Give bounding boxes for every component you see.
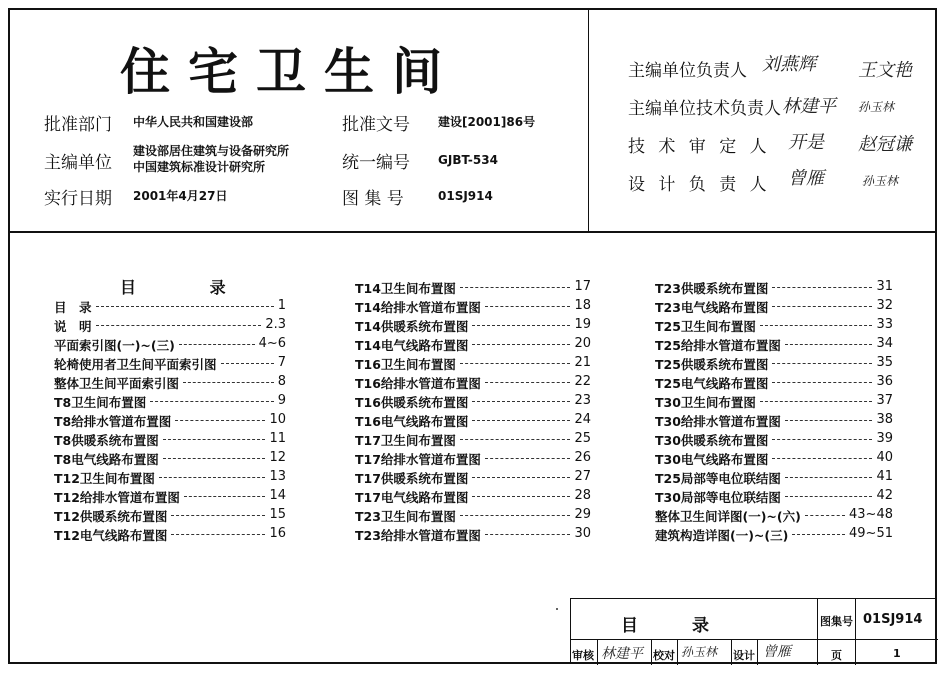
toc-entry[interactable] bbox=[355, 279, 591, 298]
toc-leader bbox=[460, 363, 570, 364]
toc-entry-title: 整体卫生间平面索引图 bbox=[54, 376, 180, 391]
toc-entry-title: T12卫生间布置图 bbox=[54, 471, 155, 486]
unified-no-label: 统一编号 bbox=[342, 153, 410, 173]
toc-entry-page: 23 bbox=[574, 393, 591, 408]
toc-column-2 bbox=[355, 279, 591, 545]
toc-entry-title: T16卫生间布置图 bbox=[355, 357, 456, 372]
design-signature: 曾雁 bbox=[763, 644, 791, 660]
toc-entry[interactable] bbox=[54, 469, 286, 488]
toc-entry-title: T23电气线路布置图 bbox=[655, 300, 769, 315]
toc-leader bbox=[785, 344, 872, 345]
toc-entry-title: T16供暖系统布置图 bbox=[355, 395, 469, 410]
toc-entry-title: T12电气线路布置图 bbox=[54, 528, 168, 543]
toc-leader bbox=[163, 439, 265, 440]
toc-leader bbox=[772, 439, 872, 440]
toc-entry-title: T14供暖系统布置图 bbox=[355, 319, 469, 334]
toc-entry[interactable] bbox=[54, 507, 286, 526]
toc-leader bbox=[460, 287, 570, 288]
toc-leader bbox=[792, 534, 845, 535]
signature-3b: 赵冠谦 bbox=[858, 134, 912, 155]
toc-entry[interactable] bbox=[655, 279, 893, 298]
toc-leader bbox=[485, 458, 570, 459]
toc-entry-title: T8给排水管道布置图 bbox=[54, 414, 172, 429]
toc-entry-page: 12 bbox=[269, 450, 286, 465]
toc-entry[interactable] bbox=[655, 488, 893, 507]
atlas-no-label: 图 集 号 bbox=[342, 189, 404, 209]
toc-entry-title: T25电气线路布置图 bbox=[655, 376, 769, 391]
toc-entry[interactable] bbox=[355, 488, 591, 507]
toc-leader bbox=[171, 515, 265, 516]
toc-leader bbox=[760, 401, 872, 402]
signature-2a: 林建平 bbox=[782, 96, 836, 117]
toc-entry-title: 整体卫生间详图(一)~(六) bbox=[655, 509, 801, 524]
toc-entry-title: T8卫生间布置图 bbox=[54, 395, 147, 410]
toc-entry-page: 24 bbox=[574, 412, 591, 427]
toc-entry[interactable] bbox=[355, 298, 591, 317]
toc-leader bbox=[805, 515, 845, 516]
signature-1a: 刘燕辉 bbox=[762, 54, 816, 75]
toc-heading-right: 录 bbox=[209, 278, 226, 297]
toc-leader bbox=[760, 325, 872, 326]
toc-entry-page: 35 bbox=[876, 355, 893, 370]
toc-entry[interactable] bbox=[655, 431, 893, 450]
toc-entry[interactable] bbox=[655, 317, 893, 336]
toc-leader bbox=[171, 534, 265, 535]
effective-date-label: 实行日期 bbox=[44, 189, 112, 209]
toc-entry[interactable] bbox=[355, 450, 591, 469]
toc-entry[interactable] bbox=[54, 355, 286, 374]
toc-leader bbox=[179, 344, 255, 345]
toc-entry-title: T25给排水管道布置图 bbox=[655, 338, 781, 353]
atlas-no-value: 01SJ914 bbox=[438, 189, 493, 203]
toc-entry-page: 31 bbox=[876, 279, 893, 294]
toc-leader bbox=[96, 325, 261, 326]
toc-entry-page: 32 bbox=[876, 298, 893, 313]
toc-entry-page: 29 bbox=[574, 507, 591, 522]
toc-leader bbox=[460, 439, 570, 440]
toc-entry[interactable] bbox=[655, 507, 893, 526]
toc-entry-title: T30卫生间布置图 bbox=[655, 395, 756, 410]
toc-entry-title: 轮椅使用者卫生间平面索引图 bbox=[54, 357, 217, 372]
toc-leader bbox=[96, 306, 274, 307]
toc-leader bbox=[485, 534, 570, 535]
toc-entry-title: T17供暖系统布置图 bbox=[355, 471, 469, 486]
toc-entry[interactable] bbox=[655, 393, 893, 412]
check-label: 校对 bbox=[653, 649, 675, 662]
toc-entry-page: 18 bbox=[574, 298, 591, 313]
toc-entry-title: T25局部等电位联结图 bbox=[655, 471, 781, 486]
toc-entry-page: 4~6 bbox=[258, 336, 286, 351]
page-label: 页 bbox=[831, 649, 842, 662]
toc-entry-title: 平面索引图(一)~(三) bbox=[54, 338, 175, 353]
toc-entry[interactable] bbox=[355, 336, 591, 355]
effective-date-value: 2001年4月27日 bbox=[133, 189, 228, 203]
toc-leader bbox=[785, 496, 872, 497]
toc-entry[interactable] bbox=[655, 469, 893, 488]
toc-entry-page: 11 bbox=[269, 431, 286, 446]
toc-leader bbox=[485, 306, 570, 307]
toc-leader bbox=[772, 287, 872, 288]
toc-leader bbox=[772, 458, 872, 459]
toc-entry-page: 14 bbox=[269, 488, 286, 503]
toc-entry-title: T8电气线路布置图 bbox=[54, 452, 159, 467]
review-label: 审核 bbox=[572, 649, 594, 662]
toc-entry-page: 10 bbox=[269, 412, 286, 427]
toc-entry-page: 41 bbox=[876, 469, 893, 484]
toc-heading-left: 目 bbox=[120, 278, 137, 297]
toc-entry[interactable] bbox=[54, 450, 286, 469]
toc-entry-page: 25 bbox=[574, 431, 591, 446]
toc-entry[interactable] bbox=[54, 374, 286, 393]
toc-entry-title: T25供暖系统布置图 bbox=[655, 357, 769, 372]
toc-entry[interactable] bbox=[54, 393, 286, 412]
toc-entry-title: T14卫生间布置图 bbox=[355, 281, 456, 296]
signature-4a: 曾雁 bbox=[788, 168, 824, 189]
unified-no-value: GJBT-534 bbox=[438, 153, 498, 167]
toc-entry[interactable] bbox=[54, 412, 286, 431]
toc-entry-title: T14给排水管道布置图 bbox=[355, 300, 481, 315]
design-label: 设计 bbox=[733, 649, 755, 662]
toc-entry-title: 建筑构造详图(一)~(三) bbox=[655, 528, 789, 543]
editor-unit-value-1: 建设部居住建筑与设备研究所 bbox=[133, 144, 290, 158]
toc-entry-title: T30供暖系统布置图 bbox=[655, 433, 769, 448]
toc-entry[interactable] bbox=[54, 431, 286, 450]
toc-entry-title: T30局部等电位联结图 bbox=[655, 490, 781, 505]
toc-entry-page: 2.3 bbox=[265, 317, 286, 332]
sig-role-4: 设 计 负 责 人 bbox=[628, 175, 771, 195]
toc-entry-title: 说 明 bbox=[54, 319, 92, 334]
atlas-label: 图集号 bbox=[820, 615, 853, 628]
approval-no-value: 建设[2001]86号 bbox=[438, 115, 536, 129]
toc-entry-page: 17 bbox=[574, 279, 591, 294]
toc-entry-page: 16 bbox=[269, 526, 286, 541]
toc-entry-page: 13 bbox=[269, 469, 286, 484]
toc-entry[interactable] bbox=[355, 431, 591, 450]
toc-entry-page: 39 bbox=[876, 431, 893, 446]
sig-role-2: 主编单位技术负责人 bbox=[628, 99, 781, 119]
toc-entry[interactable] bbox=[54, 336, 286, 355]
signature-3a: 开是 bbox=[788, 132, 824, 153]
toc-entry-page: 28 bbox=[574, 488, 591, 503]
header-divider bbox=[8, 231, 937, 233]
toc-entry-page: 21 bbox=[574, 355, 591, 370]
toc-leader bbox=[221, 363, 274, 364]
toc-entry-page: 26 bbox=[574, 450, 591, 465]
header-vertical-divider bbox=[588, 8, 589, 232]
signature-4b: 孙玉林 bbox=[862, 174, 899, 188]
toc-leader bbox=[163, 458, 265, 459]
toc-entry-page: 19 bbox=[574, 317, 591, 332]
toc-entry-page: 9 bbox=[277, 393, 286, 408]
toc-entry-title: T16给排水管道布置图 bbox=[355, 376, 481, 391]
toc-leader bbox=[460, 515, 570, 516]
toc-leader bbox=[472, 420, 570, 421]
toc-entry-title: T8供暖系统布置图 bbox=[54, 433, 159, 448]
toc-entry-page: 7 bbox=[277, 355, 286, 370]
atlas-value: 01SJ914 bbox=[863, 612, 923, 627]
toc-entry[interactable] bbox=[655, 526, 893, 545]
toc-entry[interactable] bbox=[355, 355, 591, 374]
page-value: 1 bbox=[893, 647, 901, 660]
toc-entry-title: 目 录 bbox=[54, 300, 92, 315]
toc-entry[interactable] bbox=[655, 298, 893, 317]
stray-mark bbox=[556, 608, 558, 610]
toc-entry-page: 20 bbox=[574, 336, 591, 351]
toc-entry[interactable] bbox=[54, 317, 286, 336]
approval-dept-value: 中华人民共和国建设部 bbox=[133, 115, 254, 129]
toc-leader bbox=[159, 477, 265, 478]
toc-entry-page: 1 bbox=[277, 298, 286, 313]
toc-leader bbox=[472, 496, 570, 497]
toc-entry-title: T30给排水管道布置图 bbox=[655, 414, 781, 429]
toc-entry-page: 27 bbox=[574, 469, 591, 484]
toc-entry-page: 40 bbox=[876, 450, 893, 465]
toc-entry[interactable] bbox=[655, 450, 893, 469]
toc-entry-page: 43~48 bbox=[849, 507, 893, 522]
toc-entry-page: 30 bbox=[574, 526, 591, 541]
toc-leader bbox=[150, 401, 274, 402]
sig-role-1: 主编单位负责人 bbox=[628, 61, 747, 81]
editor-unit-value-2: 中国建筑标准设计研究所 bbox=[133, 160, 266, 174]
editor-unit-label: 主编单位 bbox=[44, 153, 112, 173]
signature-2b: 孙玉林 bbox=[858, 100, 895, 114]
toc-leader bbox=[472, 344, 570, 345]
toc-leader bbox=[183, 382, 274, 383]
toc-entry-page: 33 bbox=[876, 317, 893, 332]
toc-entry-page: 36 bbox=[876, 374, 893, 389]
sig-role-3: 技 术 审 定 人 bbox=[628, 137, 771, 157]
toc-entry-page: 34 bbox=[876, 336, 893, 351]
toc-entry-page: 22 bbox=[574, 374, 591, 389]
toc-leader bbox=[785, 420, 872, 421]
toc-entry-title: T12给排水管道布置图 bbox=[54, 490, 180, 505]
toc-leader bbox=[184, 496, 265, 497]
toc-entry[interactable] bbox=[54, 298, 286, 317]
toc-entry[interactable] bbox=[355, 507, 591, 526]
toc-entry[interactable] bbox=[655, 336, 893, 355]
toc-leader bbox=[772, 363, 872, 364]
toc-entry[interactable] bbox=[355, 412, 591, 431]
toc-entry-title: T17电气线路布置图 bbox=[355, 490, 469, 505]
toc-heading bbox=[120, 275, 226, 298]
toc-entry-page: 38 bbox=[876, 412, 893, 427]
toc-entry[interactable] bbox=[655, 374, 893, 393]
toc-leader bbox=[472, 401, 570, 402]
toc-entry[interactable] bbox=[355, 317, 591, 336]
toc-entry-title: T12供暖系统布置图 bbox=[54, 509, 168, 524]
toc-entry-page: 8 bbox=[277, 374, 286, 389]
toc-leader bbox=[772, 306, 872, 307]
toc-entry[interactable] bbox=[355, 469, 591, 488]
toc-entry-title: T23卫生间布置图 bbox=[355, 509, 456, 524]
toc-entry[interactable] bbox=[355, 374, 591, 393]
toc-entry-title: T25卫生间布置图 bbox=[655, 319, 756, 334]
toc-leader bbox=[772, 382, 872, 383]
toc-entry-title: T17卫生间布置图 bbox=[355, 433, 456, 448]
toc-entry[interactable] bbox=[355, 393, 591, 412]
toc-entry-title: T17给排水管道布置图 bbox=[355, 452, 481, 467]
toc-entry-title: T23给排水管道布置图 bbox=[355, 528, 481, 543]
toc-entry-title: T23供暖系统布置图 bbox=[655, 281, 769, 296]
toc-entry-title: T16电气线路布置图 bbox=[355, 414, 469, 429]
page-title: 住宅卫生间 bbox=[120, 42, 460, 101]
check-signature: 孙玉林 bbox=[681, 645, 718, 659]
toc-entry[interactable] bbox=[655, 412, 893, 431]
toc-entry-page: 42 bbox=[876, 488, 893, 503]
approval-dept-label: 批准部门 bbox=[44, 115, 112, 135]
toc-leader bbox=[472, 477, 570, 478]
signature-1b: 王文艳 bbox=[858, 60, 912, 81]
toc-entry-page: 49~51 bbox=[849, 526, 893, 541]
toc-entry[interactable] bbox=[54, 488, 286, 507]
toc-column-1 bbox=[54, 298, 286, 545]
title-block bbox=[570, 598, 937, 664]
toc-entry[interactable] bbox=[655, 355, 893, 374]
toc-entry[interactable] bbox=[54, 526, 286, 545]
toc-column-3 bbox=[655, 279, 893, 545]
toc-entry-page: 37 bbox=[876, 393, 893, 408]
review-signature: 林建平 bbox=[601, 646, 643, 662]
approval-no-label: 批准文号 bbox=[342, 115, 410, 135]
toc-leader bbox=[785, 477, 872, 478]
title-block-title: 目录 bbox=[621, 616, 763, 636]
toc-entry-title: T14电气线路布置图 bbox=[355, 338, 469, 353]
toc-leader bbox=[472, 325, 570, 326]
toc-entry[interactable] bbox=[355, 526, 591, 545]
toc-entry-title: T30电气线路布置图 bbox=[655, 452, 769, 467]
toc-leader bbox=[485, 382, 570, 383]
toc-leader bbox=[175, 420, 265, 421]
toc-entry-page: 15 bbox=[269, 507, 286, 522]
